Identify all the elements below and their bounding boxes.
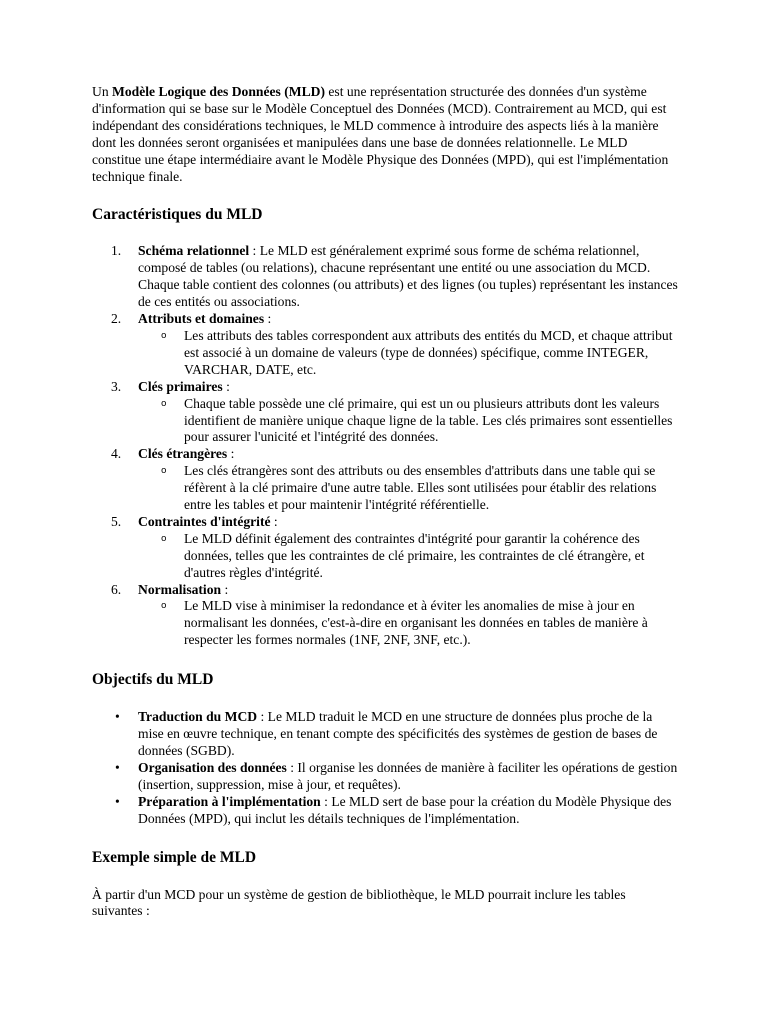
objective-term: Organisation des données bbox=[138, 759, 287, 775]
item-term: Clés étrangères bbox=[138, 446, 228, 462]
sub-item bbox=[138, 463, 678, 514]
objective-item-2 bbox=[92, 760, 678, 794]
item-separator: : bbox=[227, 446, 235, 462]
sub-list bbox=[138, 531, 678, 582]
circle-bullet-icon: o bbox=[161, 601, 167, 612]
sub-list bbox=[138, 598, 678, 649]
characteristic-item-3 bbox=[92, 379, 678, 447]
item-number: 3. bbox=[111, 378, 122, 394]
sub-item bbox=[138, 531, 678, 582]
item-number: 5. bbox=[111, 513, 122, 529]
item-separator: : bbox=[249, 243, 260, 259]
item-term: Attributs et domaines bbox=[138, 311, 265, 327]
objective-text: : Il organise les données de manière à faciliter les opérations de gestion (insertion, suppression, mise à jour, et requêtes). bbox=[138, 759, 678, 792]
item-separator: : bbox=[264, 311, 272, 327]
objective-text: : Le MLD sert de base pour la création du Modèle Physique des Données (MPD), qui inclut les détails techniques de l'implémentation. bbox=[138, 793, 672, 826]
circle-bullet-icon: o bbox=[161, 398, 167, 409]
sub-item-text: Les clés étrangères sont des attributs ou des ensembles d'attributs dans une table qui se réfèrent à la clé primaire d'une autre table. Elles sont utilisées pour établir des relations entre les tables et pour maintenir l'intégrité référentielle. bbox=[184, 463, 657, 513]
item-separator: : bbox=[221, 581, 229, 597]
circle-bullet-icon: o bbox=[161, 533, 167, 544]
objective-item-3 bbox=[92, 794, 678, 828]
item-number: 4. bbox=[111, 446, 122, 462]
sub-item bbox=[138, 396, 678, 447]
sub-item-text: Chaque table possède une clé primaire, qui est un ou plusieurs attributs dont les valeurs identifient de manière unique chaque ligne de la table. Les clés primaires sont essentielles pour assurer l'unicité et l'intégrité des données. bbox=[184, 395, 673, 445]
item-separator: : bbox=[270, 513, 278, 529]
bullet-icon: • bbox=[115, 709, 120, 725]
objectives-list bbox=[92, 709, 678, 827]
item-term: Normalisation bbox=[138, 581, 222, 597]
intro-paragraph bbox=[92, 84, 678, 185]
sub-item-text: Le MLD vise à minimiser la redondance et à éviter les anomalies de mise à jour en normalisant les données, c'est-à-dire en organisant les données en tables de manière à respecter les formes normales (1NF, 2NF, 3NF, etc.). bbox=[184, 598, 648, 648]
item-term: Contraintes d'intégrité bbox=[138, 513, 271, 529]
item-number: 6. bbox=[111, 581, 122, 597]
sub-list bbox=[138, 463, 678, 514]
item-term: Schéma relationnel bbox=[138, 243, 250, 259]
characteristics-heading: Caractéristiques du MLD bbox=[92, 206, 263, 224]
example-heading: Exemple simple de MLD bbox=[92, 848, 257, 866]
characteristic-item-6 bbox=[92, 582, 678, 650]
sub-list bbox=[138, 328, 678, 379]
sub-item bbox=[138, 598, 678, 649]
characteristic-item-2 bbox=[92, 311, 678, 379]
characteristics-list bbox=[92, 243, 678, 649]
objective-item-1 bbox=[92, 709, 678, 760]
intro-text: est une représentation structurée des données d'un système d'information qui se base sur le Modèle Conceptuel des Données (MCD). Contrairement au MCD, qui est indépendant des considérations techniques, le MLD commence à introduire des aspects liés à la manière dont les données seront organisées et manipulées dans une base de données relationnelle. Le MLD constitue une étape intermédiaire avant le Modèle Physique des Données (MPD), qui est l'implémentation technique finale. bbox=[92, 84, 669, 184]
item-separator: : bbox=[222, 378, 230, 394]
objective-term: Préparation à l'implémentation bbox=[138, 793, 321, 809]
item-number: 2. bbox=[111, 311, 122, 327]
characteristic-item-5 bbox=[92, 514, 678, 582]
sub-list bbox=[138, 396, 678, 447]
circle-bullet-icon: o bbox=[161, 330, 167, 341]
characteristic-item-4 bbox=[92, 446, 678, 514]
sub-item-text: Les attributs des tables correspondent aux attributs des entités du MCD, et chaque attribut est associé à un domaine de valeurs (type de données) spécifique, comme INTEGER, VARCHAR, DATE, etc. bbox=[184, 327, 673, 377]
objective-term: Traduction du MCD bbox=[138, 709, 258, 725]
circle-bullet-icon: o bbox=[161, 466, 167, 477]
sub-item bbox=[138, 328, 678, 379]
bullet-icon: • bbox=[115, 793, 120, 809]
item-term: Clés primaires bbox=[138, 378, 223, 394]
bullet-icon: • bbox=[115, 759, 120, 775]
objectives-heading: Objectifs du MLD bbox=[92, 671, 214, 689]
example-paragraph: À partir d'un MCD pour un système de gestion de bibliothèque, le MLD pourrait inclure les tables suivantes : bbox=[92, 886, 626, 919]
intro-term: Modèle Logique des Données (MLD) bbox=[112, 84, 325, 99]
intro-pre: Un bbox=[92, 84, 113, 99]
characteristic-item-1 bbox=[92, 243, 678, 311]
item-text: Le MLD est généralement exprimé sous forme de schéma relationnel, composé de tables (ou relations), chacune représentant une entité ou une association du MCD. Chaque table contient des colonnes (ou attributs) et des lignes (ou tuples) représentant les instances de ces entités ou associations. bbox=[138, 243, 678, 310]
sub-item-text: Le MLD définit également des contraintes d'intégrité pour garantir la cohérence des données, telles que les contraintes de clé primaire, les contraintes de clé étrangère, et d'autres règles d'intégrité. bbox=[184, 530, 645, 580]
item-number: 1. bbox=[111, 243, 122, 259]
objective-text: : Le MLD traduit le MCD en une structure de données plus proche de la mise en œuvre technique, en tenant compte des spécificités des systèmes de gestion de bases de données (SGBD). bbox=[138, 709, 658, 758]
